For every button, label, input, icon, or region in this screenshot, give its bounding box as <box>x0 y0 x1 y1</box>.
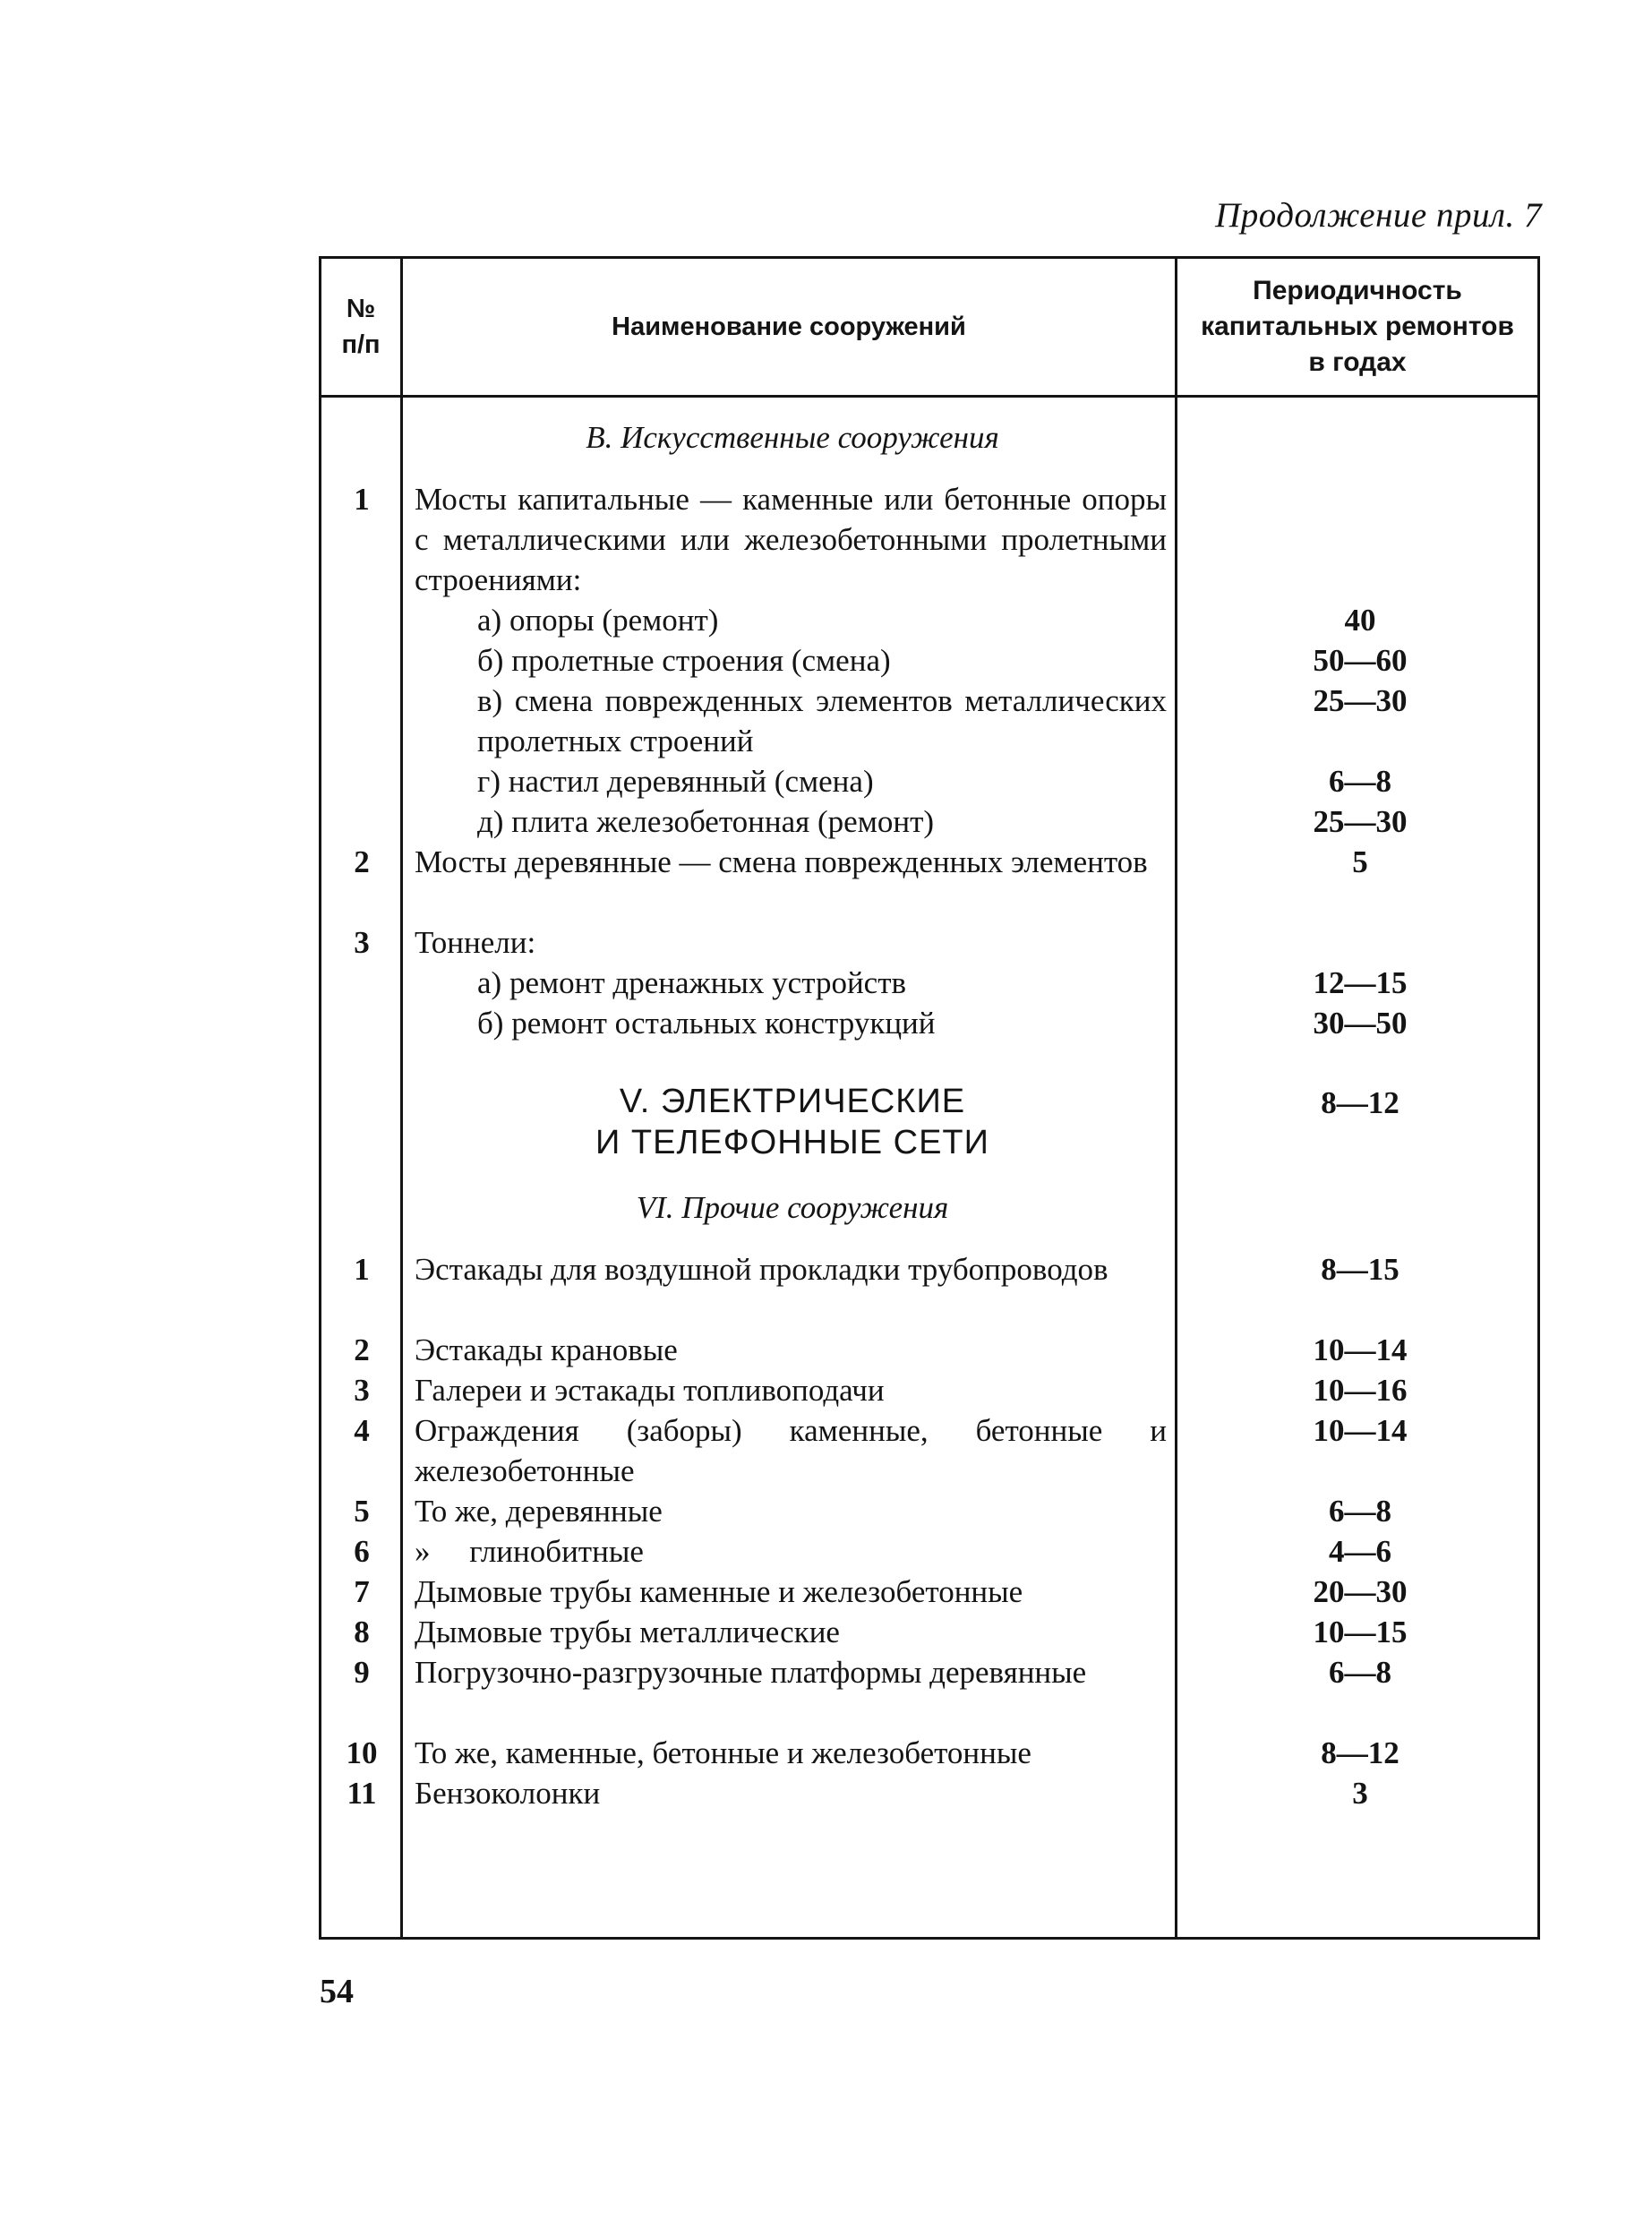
page-number: 54 <box>320 1973 354 2010</box>
periodicity-table <box>319 256 1540 1940</box>
header-divider <box>321 395 1537 398</box>
row-number: 2 <box>354 1332 370 1367</box>
row-value: 8—12 <box>1321 1735 1399 1770</box>
row-value: 30—50 <box>1313 1006 1408 1041</box>
row-number: 10 <box>346 1735 378 1770</box>
row-number: 8 <box>354 1615 370 1649</box>
row-value: 4—6 <box>1329 1534 1391 1569</box>
row-value: 12—15 <box>1313 965 1408 1000</box>
row-text: в) смена поврежденных элементов металлических пролетных строений <box>477 683 1167 758</box>
row-number: 2 <box>354 844 370 879</box>
row-number: 5 <box>354 1494 370 1529</box>
row-value: 40 <box>1344 603 1376 638</box>
section-title-v-line: V. ЭЛЕКТРИЧЕСКИЕ <box>619 1083 966 1120</box>
row-value: 10—16 <box>1313 1373 1408 1408</box>
row-number: 6 <box>354 1534 370 1569</box>
header-period-line: капитальных ремонтов <box>1201 312 1514 341</box>
row-number: 7 <box>354 1574 370 1609</box>
header-period-line: Периодичность <box>1253 276 1462 305</box>
row-text: б) ремонт остальных конструкций <box>477 1006 936 1041</box>
row-value: 5 <box>1352 844 1368 879</box>
row-number: 1 <box>354 1252 370 1287</box>
section-title-b: В. Искусственные сооружения <box>586 420 999 455</box>
row-number: 3 <box>354 925 370 960</box>
row-text: Дымовые трубы металлические <box>415 1615 840 1649</box>
section-title-v-line: И ТЕЛЕФОННЫЕ СЕТИ <box>595 1124 989 1161</box>
row-value: 20—30 <box>1313 1574 1408 1609</box>
row-number: 1 <box>354 482 370 517</box>
row-value: 10—15 <box>1313 1615 1408 1649</box>
row-value: 25—30 <box>1313 683 1408 718</box>
row-value: 6—8 <box>1329 1655 1391 1690</box>
row-value: 6—8 <box>1329 1494 1391 1529</box>
section-title-v <box>406 1081 1179 1163</box>
header-period <box>1177 259 1537 395</box>
row-text: То же, деревянные <box>415 1494 663 1529</box>
row-text: Погрузочно-разгрузочные платформы деревянные <box>415 1655 1087 1690</box>
row-text: д) плита железобетонная (ремонт) <box>477 804 935 839</box>
header-period-line: в годах <box>1308 347 1407 377</box>
header-number <box>321 259 400 395</box>
row-value: 10—14 <box>1313 1332 1408 1367</box>
row-value: 6—8 <box>1329 764 1391 799</box>
row-text: Мосты деревянные — смена поврежденных элементов <box>415 844 1148 879</box>
row-value: 50—60 <box>1313 643 1408 678</box>
row-text: То же, каменные, бетонные и железобетонные <box>415 1735 1031 1770</box>
header-number-line: № <box>346 295 376 323</box>
header-number-line: п/п <box>341 330 381 359</box>
header-name: Наименование сооружений <box>612 313 966 341</box>
row-text: Эстакады крановые <box>415 1332 678 1367</box>
row-number: 4 <box>354 1413 370 1448</box>
row-text: Тоннели: <box>415 925 536 960</box>
row-text: а) ремонт дренажных устройств <box>477 965 907 1000</box>
row-text: г) настил деревянный (смена) <box>477 764 874 799</box>
section-title-vi: VI. Прочие сооружения <box>636 1190 949 1225</box>
row-text: Эстакады для воздушной прокладки трубопроводов <box>415 1252 1108 1287</box>
continuation-caption: Продолжение прил. 7 <box>1215 196 1542 235</box>
row-value: 3 <box>1352 1776 1368 1811</box>
row-text: Дымовые трубы каменные и железобетонные <box>415 1574 1023 1609</box>
row-value: 25—30 <box>1313 804 1408 839</box>
row-number: 3 <box>354 1373 370 1408</box>
row-text: Ограждения (заборы) каменные, бетонные и железобетонные <box>415 1413 1167 1488</box>
row-value: 8—15 <box>1321 1252 1399 1287</box>
row-text: а) опоры (ремонт) <box>477 603 719 638</box>
row-number: 11 <box>347 1776 377 1811</box>
row-text: Мосты капитальные — каменные или бетонные опоры с металлическими или железобетонными пролетными строениями: <box>415 482 1167 597</box>
row-text: Галереи и эстакады топливоподачи <box>415 1373 885 1408</box>
row-number: 9 <box>354 1655 370 1690</box>
row-value: 10—14 <box>1313 1413 1408 1448</box>
row-text: » глинобитные <box>415 1534 644 1569</box>
row-text: б) пролетные строения (смена) <box>477 643 891 678</box>
row-text: Бензоколонки <box>415 1776 601 1811</box>
section-v-value: 8—12 <box>1321 1085 1399 1120</box>
